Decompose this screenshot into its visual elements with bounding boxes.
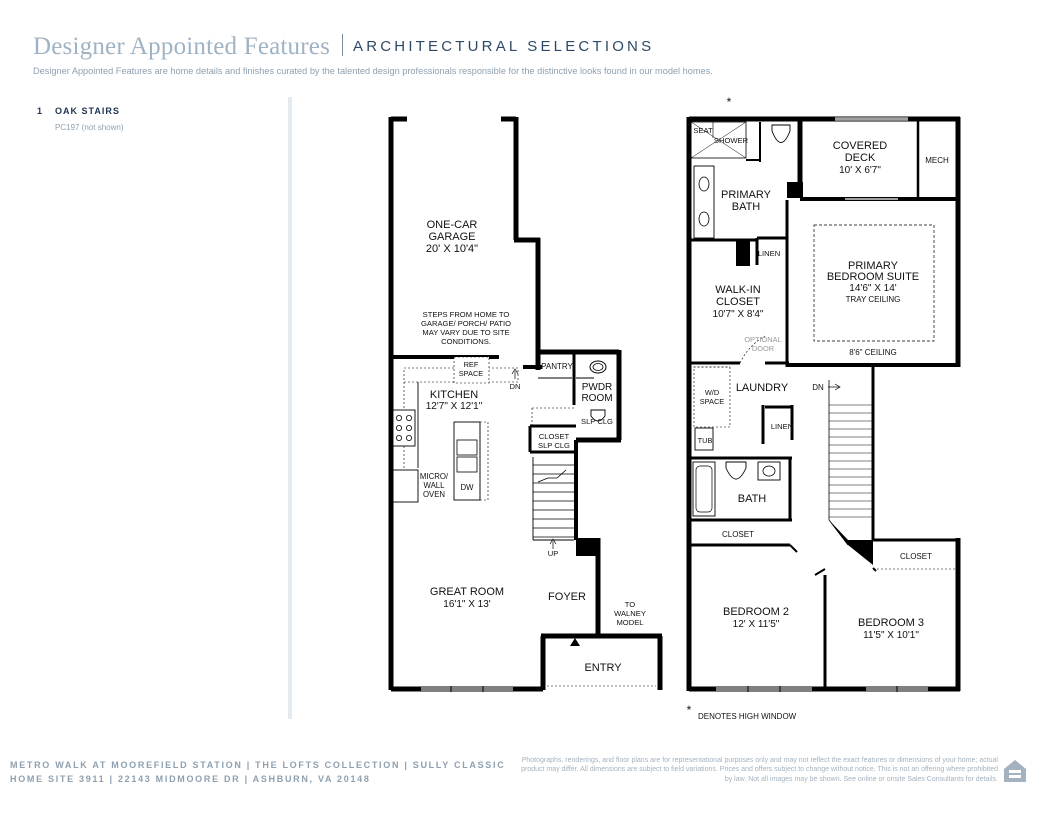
- up-label: UP: [547, 549, 559, 558]
- covered-deck-dimensions: 10' X 6'7": [839, 165, 881, 176]
- closet-label-1: CLOSET: [721, 530, 755, 539]
- wall-label: WALL: [423, 481, 445, 490]
- floor-plan-upper-labels: [687, 95, 949, 721]
- page-description: Designer Appointed Features are home details and finishes curated by the talented design professionals responsible for the distinctive looks found in our model homes.: [33, 66, 713, 76]
- equal-housing-icon: [1003, 758, 1027, 784]
- footer-address: HOME SITE 3911 | 22143 MIDMOORE DR | ASHBURN, VA 20148: [10, 774, 371, 784]
- ceiling-note-label: 8'6" CEILING: [849, 348, 897, 357]
- steps-note-3: MAY VARY DUE TO SITE: [422, 328, 510, 337]
- legend-star: *: [686, 703, 692, 717]
- seat-label: SEAT: [693, 126, 713, 135]
- steps-note-1: STEPS FROM HOME TO: [422, 310, 510, 319]
- dn-label-lower: DN: [509, 382, 521, 391]
- great-room-dimensions: 16'1" X 13': [443, 599, 491, 610]
- dn-label-upper: DN: [812, 383, 824, 392]
- slp-clg-label: SLP CLG: [581, 417, 613, 426]
- foyer-label: FOYER: [548, 591, 586, 603]
- page-title: Designer Appointed Features: [33, 33, 331, 60]
- bedroom2-dimensions: 12' X 11'5": [732, 619, 780, 630]
- pwdr-room-label-2: ROOM: [581, 393, 613, 404]
- laundry-label: LAUNDRY: [735, 382, 789, 394]
- garage-label: ONE-CAR: [426, 219, 478, 231]
- option-number: 1: [37, 106, 43, 116]
- primary-suite-dimensions: 14'6" X 14': [849, 283, 897, 294]
- to-walney-label-1: TO: [624, 600, 636, 609]
- bedroom2-label: BEDROOM 2: [722, 606, 790, 618]
- steps-note-4: CONDITIONS.: [441, 337, 491, 346]
- primary-bath-label-2: BATH: [731, 201, 761, 213]
- closet-slp-label: SLP CLG: [538, 441, 570, 450]
- dw-label: DW: [460, 483, 474, 492]
- wd-space-label-2: SPACE: [699, 397, 725, 406]
- primary-suite-label-1: PRIMARY: [848, 260, 898, 272]
- high-window-mark: *: [726, 95, 732, 109]
- optional-door-label-2: DOOR: [751, 344, 775, 353]
- linen-label-1: LINEN: [757, 249, 781, 258]
- pwdr-room-label-1: PWDR: [581, 382, 613, 393]
- kitchen-dimensions: 12'7" X 12'1": [425, 401, 483, 412]
- great-room-label: GREAT ROOM: [429, 586, 505, 598]
- legend-text: DENOTES HIGH WINDOW: [698, 712, 797, 721]
- bedroom3-dimensions: 11'5" X 10'1": [863, 630, 919, 641]
- ref-space-label-2: SPACE: [458, 369, 484, 378]
- covered-deck-label-1: COVERED: [832, 140, 888, 152]
- shower-label: SHOWER: [713, 136, 749, 145]
- linen-label-2: LINEN: [770, 422, 794, 431]
- closet-label-2: CLOSET: [899, 552, 933, 561]
- oven-label: OVEN: [422, 490, 446, 499]
- entry-label: ENTRY: [584, 662, 622, 674]
- to-walney-label-2: WALNEY: [614, 609, 646, 618]
- kitchen-label: KITCHEN: [429, 389, 479, 401]
- primary-bath-label-1: PRIMARY: [721, 189, 771, 201]
- bath-label: BATH: [737, 493, 767, 505]
- option-name: OAK STAIRS: [55, 106, 120, 116]
- garage-dimensions: 20' X 10'4": [425, 243, 479, 255]
- walkin-label-1: WALK-IN: [715, 284, 761, 296]
- optional-door-label-1: OPTIONAL: [744, 335, 782, 344]
- closet-label: CLOSET: [538, 432, 570, 441]
- tub-label: TUB: [697, 436, 713, 445]
- footer-disclaimer: Photographs, renderings, and floor plans are for representational purposes only and may not reflect the exact features or dimensions of your home; actual product may differ. All dimensions are subject to field variations. Prices and offers subject to change without notice. This is not an offering where prohibited by law. Not all images may be shown. See online or onsite Sales Consultants for details.: [521, 757, 998, 783]
- primary-suite-label-2: BEDROOM SUITE: [826, 271, 920, 283]
- ref-space-label-1: REF: [463, 360, 479, 369]
- tray-ceiling-label: TRAY CEILING: [845, 295, 901, 304]
- mech-label: MECH: [925, 156, 949, 165]
- garage-label-2: GARAGE: [428, 231, 476, 243]
- page-subtitle: ARCHITECTURAL SELECTIONS: [353, 38, 655, 55]
- option-code: PC197 (not shown): [55, 123, 124, 132]
- bedroom3-label: BEDROOM 3: [857, 617, 925, 629]
- micro-label: MICRO/: [419, 472, 449, 481]
- pantry-label: PANTRY: [541, 362, 573, 371]
- covered-deck-label-2: DECK: [844, 152, 876, 164]
- steps-note-2: GARAGE/ PORCH/ PATIO: [420, 319, 512, 328]
- wd-space-label-1: W/D: [704, 388, 720, 397]
- footer-community: METRO WALK AT MOOREFIELD STATION | THE LOFTS COLLECTION | SULLY CLASSIC: [10, 760, 506, 770]
- to-walney-label-3: MODEL: [616, 618, 644, 627]
- walkin-dimensions: 10'7" X 8'4": [712, 309, 764, 320]
- walkin-label-2: CLOSET: [715, 296, 761, 308]
